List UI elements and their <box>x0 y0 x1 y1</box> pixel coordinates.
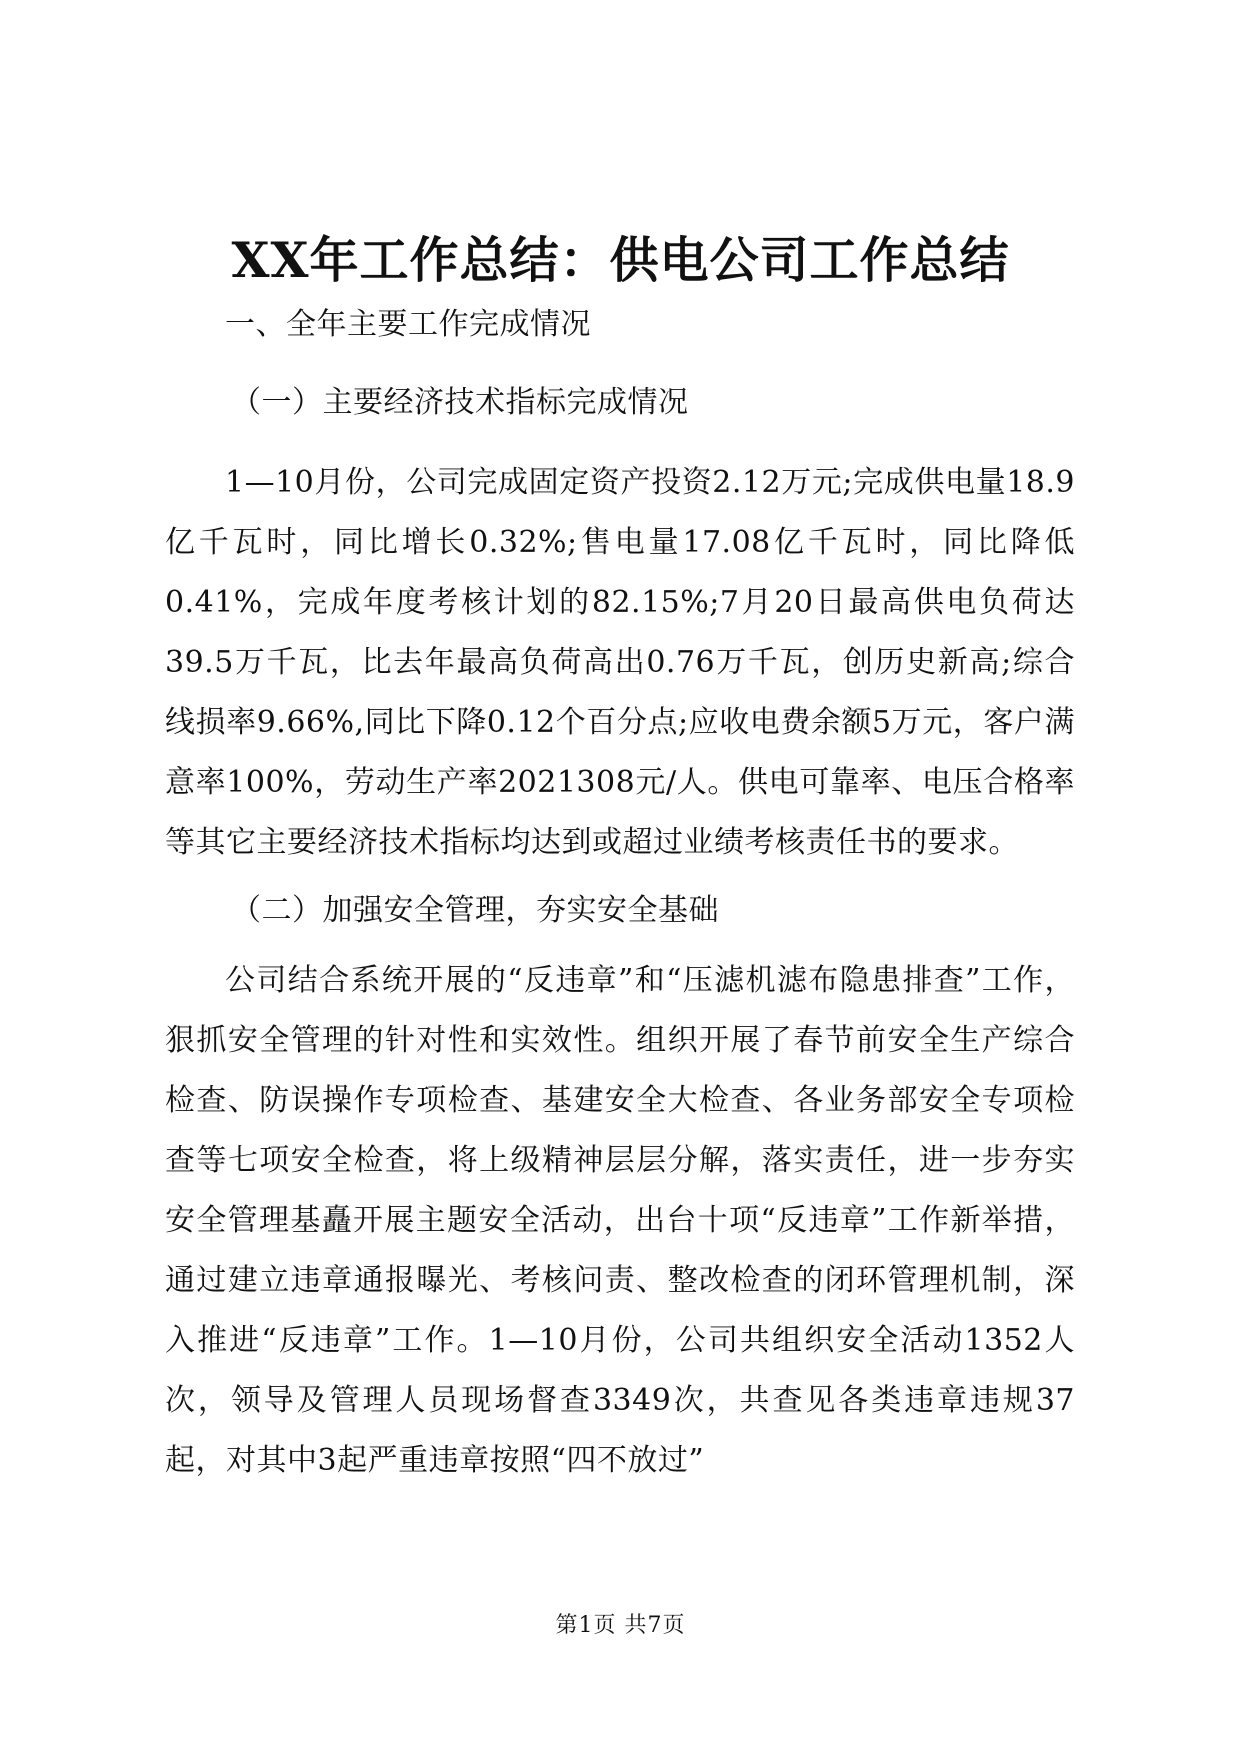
paragraph: 公司结合系统开展的“反违章”和“压滤机滤布隐患排查”工作，狠抓安全管理的针对性和实效性。组织开展了春节前安全生产综合检查、防误操作专项检查、基建安全大检查、各业务部安全专项检查等七项安全检查，将上级精神层层分解，落实责任，进一步夯实安全管理基矗开展主题安全活动，出台十项“反违章”工作新举措，通过建立违章通报曝光、考核问责、整改检查的闭环管理机制，深入推进“反违章”工作。1—10月份，公司共组织安全活动1352人次，领导及管理人员现场督查3349次，共查见各类违章违规37起，对其中3起严重违章按照“四不放过” <box>165 963 1075 1478</box>
document-title: XX年工作总结：供电公司工作总结 <box>231 231 1010 289</box>
section-heading: 一、全年主要工作完成情况 <box>225 307 591 342</box>
page-footer: 第1页 共7页 <box>555 1613 686 1638</box>
document-body <box>165 295 1075 1491</box>
subsection-heading: （一）主要经济技术指标完成情况 <box>231 385 689 420</box>
paragraph: 1—10月份，公司完成固定资产投资2.12万元;完成供电量18.9亿千瓦时，同比增长0.32%;售电量17.08亿千瓦时，同比降低0.41%，完成年度考核计划的82.15%;7月20日最高供电负荷达39.5万千瓦，比去年最高负荷高出0.76万千瓦，创历史新高;综合线损率9.66%,同比下降0.12个百分点;应收电费余额5万元，客户满意率100%，劳动生产率2021308元/人。供电可靠率、电压合格率等其它主要经济技术指标均达到或超过业绩考核责任书的要求。 <box>165 465 1075 860</box>
subsection-heading: （二）加强安全管理，夯实安全基础 <box>231 893 719 928</box>
